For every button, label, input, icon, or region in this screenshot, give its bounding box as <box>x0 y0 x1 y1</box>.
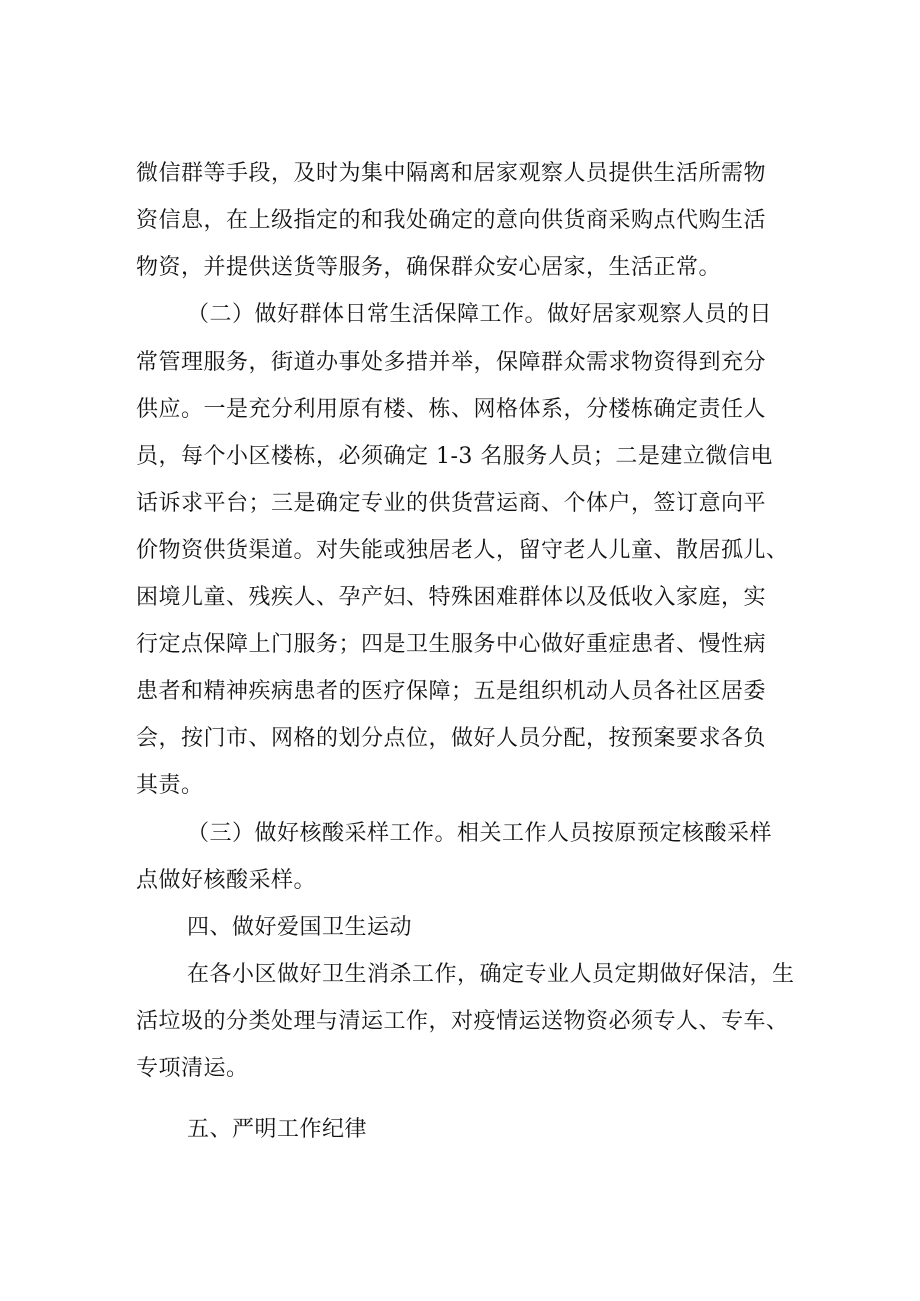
text-line: 在各小区做好卫生消杀工作，确定专业人员定期做好保洁，生 <box>187 962 795 987</box>
section-heading-two: （二）做好群体日常生活保障工作。做好居家观察人员的日 <box>187 302 773 327</box>
text-line: 困境儿童、残疾人、孕产妇、特殊困难群体以及低收入家庭，实 <box>136 585 767 610</box>
text-line: 患者和精神疾病患者的医疗保障；五是组织机动人员各社区居委 <box>136 679 767 704</box>
text-line: 活垃圾的分类处理与清运工作，对疫情运送物资必须专人、专车、 <box>136 1009 789 1034</box>
text-line: 点做好核酸采样。 <box>136 868 317 893</box>
text-line: 价物资供货渠道。对失能或独居老人，留守老人儿童、散居孤儿、 <box>136 538 789 563</box>
text-line: 物资，并提供送货等服务，确保群众安心居家，生活正常。 <box>136 255 722 280</box>
text-line: 资信息，在上级指定的和我处确定的意向供货商采购点代购生活 <box>136 208 767 233</box>
text-line: 其责。 <box>136 773 204 798</box>
section-heading-three: （三）做好核酸采样工作。相关工作人员按原预定核酸采样 <box>187 821 773 846</box>
text-line: 微信群等手段，及时为集中隔离和居家观察人员提供生活所需物 <box>136 161 767 186</box>
text-line: 员，每个小区楼栋，必须确定 1-3 名服务人员；二是建立微信电 <box>136 444 773 469</box>
text-line: 常管理服务，街道办事处多措并举，保障群众需求物资得到充分 <box>136 350 767 375</box>
text-line: 会，按门市、网格的划分点位，做好人员分配，按预案要求各负 <box>136 726 767 751</box>
text-line: 供应。一是充分利用原有楼、栋、网格体系，分楼栋确定责任人 <box>136 397 767 422</box>
section-heading-four: 四、做好爱国卫生运动 <box>187 915 413 940</box>
text-line: 行定点保障上门服务；四是卫生服务中心做好重症患者、慢性病 <box>136 632 767 657</box>
text-line: 话诉求平台；三是确定专业的供货营运商、个体户，签订意向平 <box>136 491 767 516</box>
section-heading-five: 五、严明工作纪律 <box>187 1117 368 1142</box>
text-line: 专项清运。 <box>136 1056 249 1081</box>
